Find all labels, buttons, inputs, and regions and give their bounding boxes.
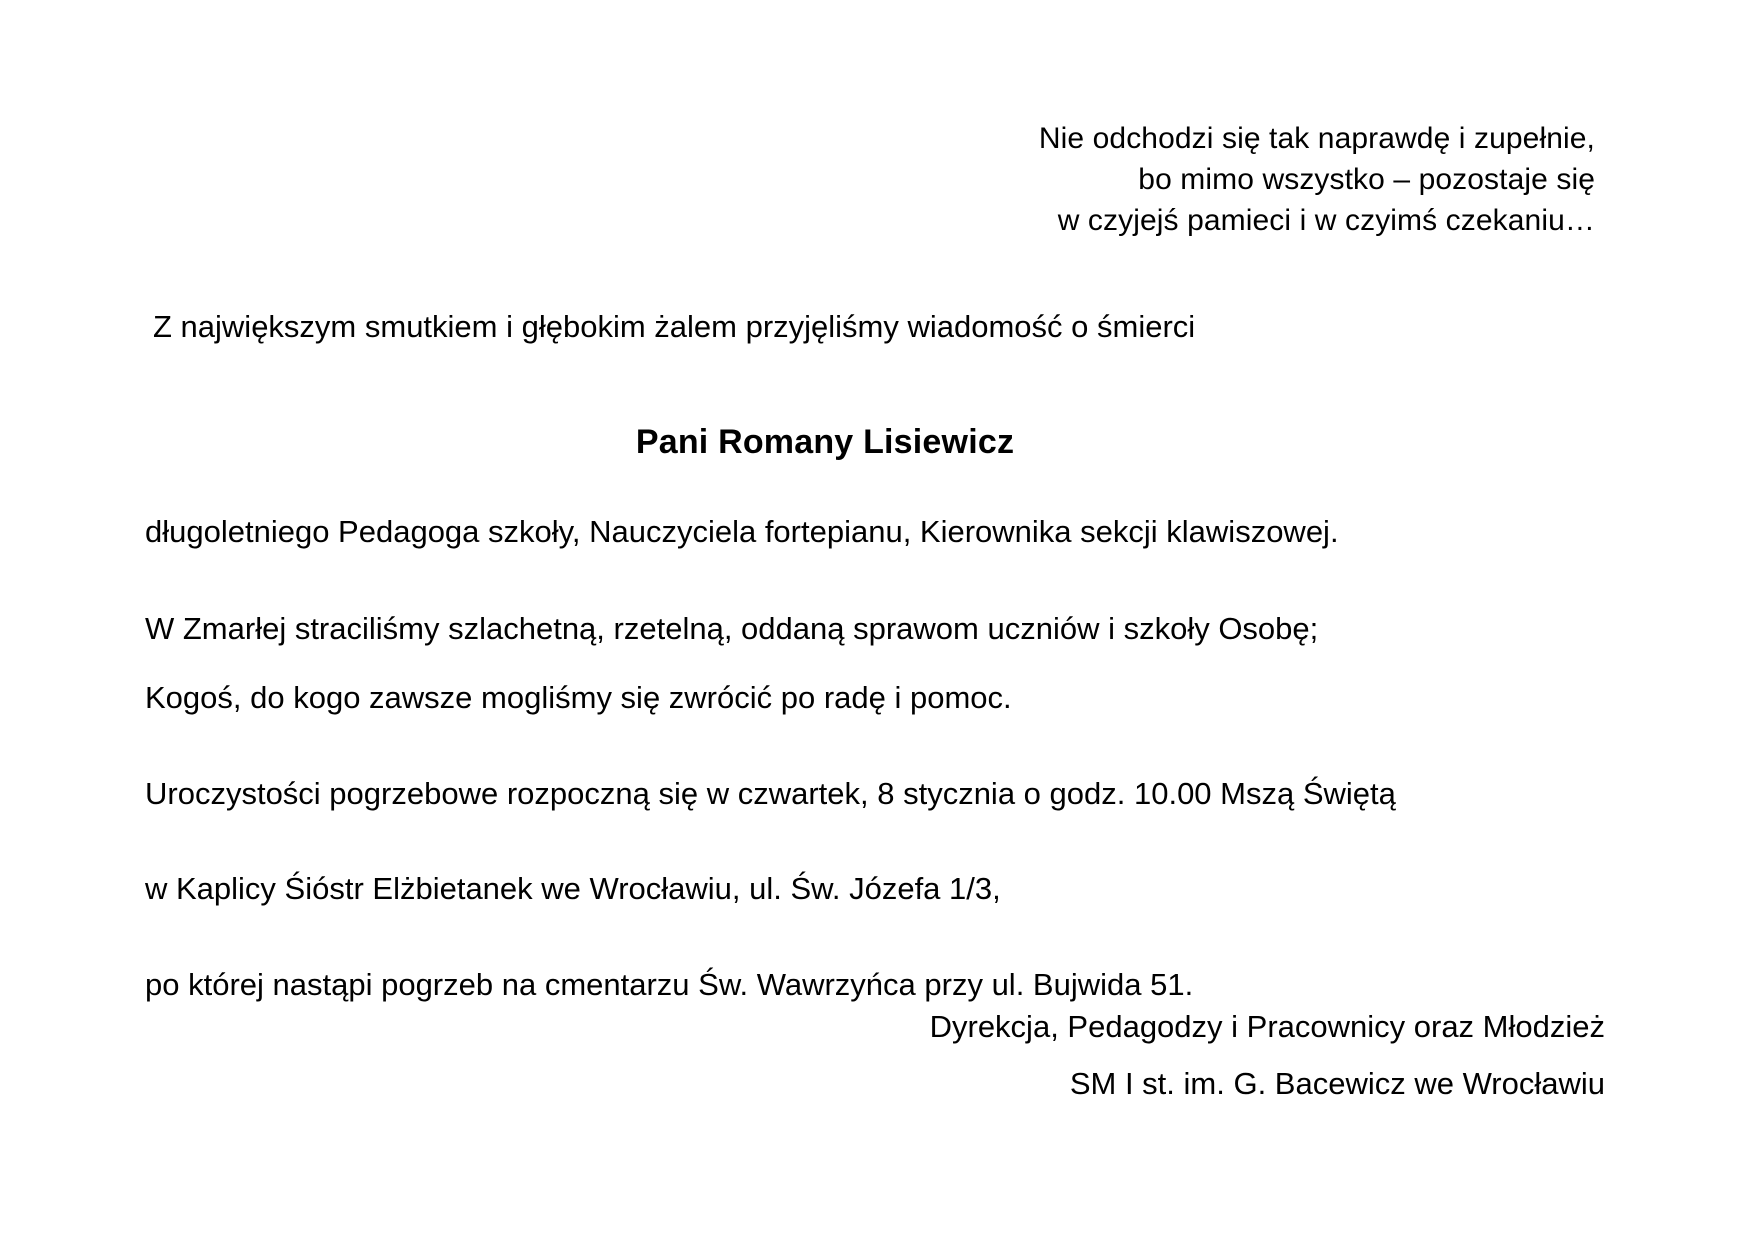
- ceremony-details: Uroczystości pogrzebowe rozpoczną się w czwartek, 8 stycznia o godz. 10.00 Mszą Świętą: [145, 776, 1396, 811]
- deceased-name: Pani Romany Lisiewicz: [635, 423, 1015, 461]
- epigraph-block: [895, 118, 1595, 241]
- tribute-line-1: W Zmarłej straciliśmy szlachetną, rzetelną, oddaną sprawom uczniów i szkoły Osobę;: [145, 611, 1319, 646]
- epigraph-line-3: w czyjejś pamieci i w czyimś czekaniu…: [1057, 204, 1595, 237]
- deceased-role: długoletniego Pedagoga szkoły, Nauczyciela fortepianu, Kierownika sekcji klawiszowej.: [145, 514, 1339, 549]
- lead-sentence: Z największym smutkiem i głębokim żalem przyjęliśmy wiadomość o śmierci: [153, 309, 1196, 344]
- tribute-line-2: Kogoś, do kogo zawsze mogliśmy się zwrócić po radę i pomoc.: [145, 680, 1012, 715]
- cemetery-location: po której nastąpi pogrzeb na cmentarzu Św. Wawrzyńca przy ul. Bujwida 51.: [145, 967, 1194, 1002]
- signature-line-1: Dyrekcja, Pedagodzy i Pracownicy oraz Młodzież: [929, 1009, 1605, 1044]
- epigraph-line-2: bo mimo wszystko – pozostaje się: [1138, 163, 1595, 196]
- signature-line-2: SM I st. im. G. Bacewicz we Wrocławiu: [1069, 1066, 1605, 1101]
- epigraph-line-1: Nie odchodzi się tak naprawdę i zupełnie,: [1038, 122, 1595, 155]
- chapel-location: w Kaplicy Śióstr Elżbietanek we Wrocławiu, ul. Św. Józefa 1/3,: [145, 871, 1001, 906]
- announcement-body: [145, 306, 1605, 1006]
- signature-block: [705, 998, 1605, 1112]
